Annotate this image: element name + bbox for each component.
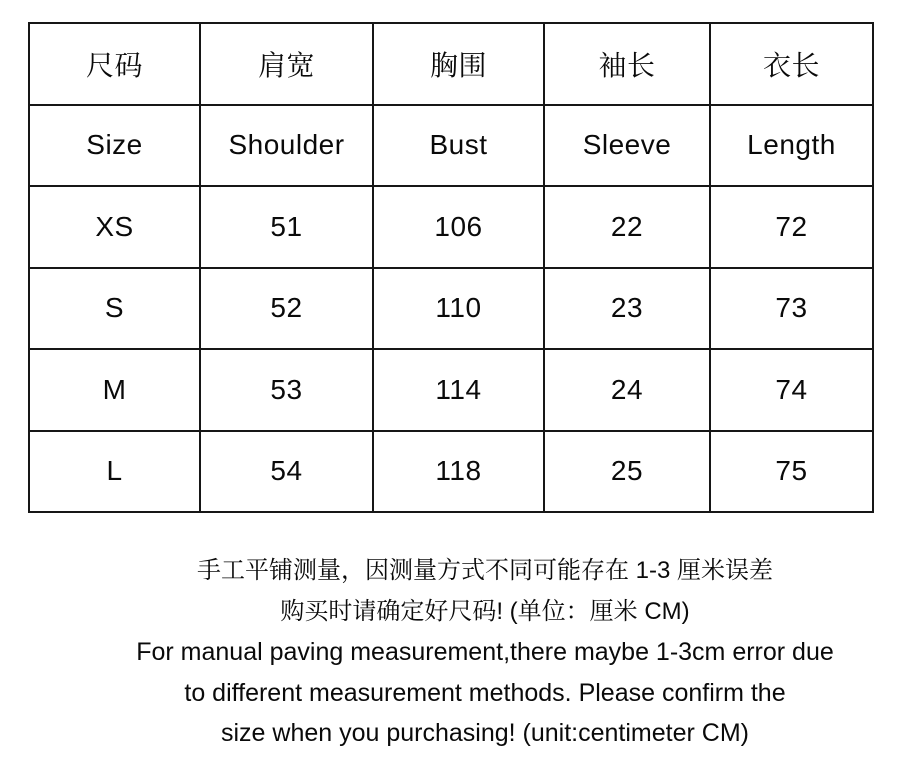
size-chart-table	[28, 22, 874, 513]
cell-s-size: S	[29, 268, 200, 350]
header-row-cn	[29, 23, 873, 105]
header-cell-en-bust: Bust	[373, 105, 544, 187]
cell-xs-shoulder: 51	[200, 186, 373, 268]
cell-s-length: 73	[710, 268, 873, 350]
measurement-notes	[75, 551, 895, 754]
header-cell-en-sleeve: Sleeve	[544, 105, 710, 187]
cell-l-sleeve: 25	[544, 431, 710, 513]
cell-m-size: M	[29, 349, 200, 431]
header-cell-cn-shoulder: 肩宽	[200, 23, 373, 105]
cell-m-sleeve: 24	[544, 349, 710, 431]
cell-m-bust: 114	[373, 349, 544, 431]
header-cell-cn-sleeve: 袖长	[544, 23, 710, 105]
cell-xs-sleeve: 22	[544, 186, 710, 268]
header-cell-cn-size: 尺码	[29, 23, 200, 105]
table-row-s	[29, 268, 873, 350]
header-cell-en-size: Size	[29, 105, 200, 187]
cell-l-length: 75	[710, 431, 873, 513]
cell-s-bust: 110	[373, 268, 544, 350]
table-row-l	[29, 431, 873, 513]
note-line-cn-2: 购买时请确定好尺码! (单位：厘米 CM)	[280, 597, 690, 625]
note-line-en-3: size when you purchasing! (unit:centimeter CM)	[220, 719, 749, 747]
header-cell-en-length: Length	[710, 105, 873, 187]
cell-m-shoulder: 53	[200, 349, 373, 431]
note-line-en-1: For manual paving measurement,there maybe 1-3cm error due	[136, 638, 834, 666]
cell-l-size: L	[29, 431, 200, 513]
cell-m-length: 74	[710, 349, 873, 431]
table-row-m	[29, 349, 873, 431]
header-cell-cn-bust: 胸围	[373, 23, 544, 105]
header-cell-cn-length: 衣长	[710, 23, 873, 105]
cell-s-sleeve: 23	[544, 268, 710, 350]
header-row-en	[29, 105, 873, 187]
cell-xs-length: 72	[710, 186, 873, 268]
cell-l-bust: 118	[373, 431, 544, 513]
cell-xs-bust: 106	[373, 186, 544, 268]
cell-l-shoulder: 54	[200, 431, 373, 513]
note-line-cn-1: 手工平铺测量，因测量方式不同可能存在 1-3 厘米误差	[196, 557, 774, 584]
header-cell-en-shoulder: Shoulder	[200, 105, 373, 187]
table-row-xs	[29, 186, 873, 268]
note-line-en-2: to different measurement methods. Please confirm the	[184, 678, 786, 707]
cell-s-shoulder: 52	[200, 268, 373, 350]
cell-xs-size: XS	[29, 186, 200, 268]
